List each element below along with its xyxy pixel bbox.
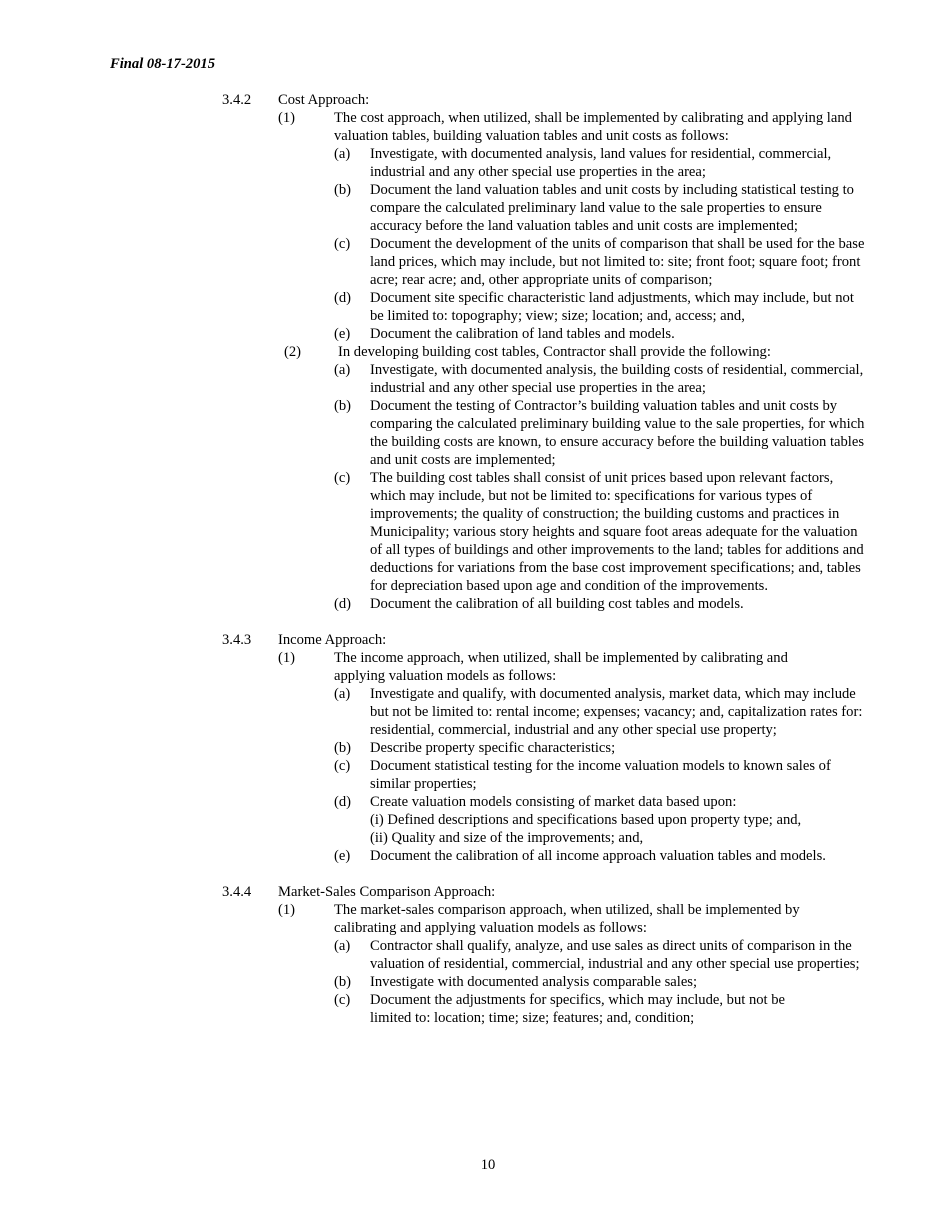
- item-label: (c): [334, 758, 351, 774]
- paragraph: [0, 649, 950, 685]
- item-text: The building cost tables shall consist of unit prices based upon relevant factors, which may include, but not be limited to: specifications for various types of improvements; the quality of construction; the building customs and practices in Municipality; various story heights and square foot areas adequate for the valuation of all types of buildings and other improvements to the land; tables for additions and deductions for variations from the base cost improvement specifications; and, tables for depreciation based upon age and condition of the improvements.: [370, 470, 864, 594]
- item-text: Document statistical testing for the income valuation models to known sales of similar properties;: [370, 758, 831, 792]
- paragraph-number: (1): [278, 650, 296, 666]
- list-item: [0, 847, 950, 865]
- item-label: (d): [334, 290, 352, 306]
- section-title: Income Approach:: [278, 632, 387, 648]
- draft-date-stamp: Final 08-17-2015: [110, 56, 215, 72]
- list-item: [0, 973, 950, 991]
- spacer: [0, 865, 950, 883]
- item-text: Document site specific characteristic land adjustments, which may include, but not be limited to: topography; view; size; location; and, access; and,: [370, 290, 854, 324]
- item-text: Contractor shall qualify, analyze, and use sales as direct units of comparison in the valuation of residential, commercial, industrial and any other special use properties;: [370, 938, 860, 972]
- item-text: Document the calibration of all income approach valuation tables and models.: [370, 848, 826, 864]
- paragraph-number: (1): [278, 110, 296, 126]
- item-text: Investigate, with documented analysis, land values for residential, commercial, industrial and any other special use properties in the area;: [370, 146, 832, 180]
- section-title: Market-Sales Comparison Approach:: [278, 884, 496, 900]
- item-label: (a): [334, 362, 351, 378]
- item-text: Investigate with documented analysis comparable sales;: [370, 974, 698, 990]
- paragraph-text: The cost approach, when utilized, shall be implemented by calibrating and applying land valuation tables, building valuation tables and unit costs as follows:: [334, 110, 852, 144]
- document-body: [0, 91, 950, 1027]
- list-item: [0, 235, 950, 289]
- list-item: [0, 937, 950, 973]
- section-heading: [0, 631, 950, 649]
- item-text: Document the calibration of land tables and models.: [370, 326, 675, 342]
- item-text: Document the land valuation tables and unit costs by including statistical testing to compare the calculated preliminary land value to the sale properties to ensure accuracy before the land valuation tables and unit costs are implemented;: [370, 182, 854, 234]
- item-label: (d): [334, 596, 352, 612]
- list-item: [0, 991, 950, 1027]
- item-label: (b): [334, 182, 352, 198]
- paragraph: [0, 343, 950, 361]
- sub-item-text: (i) Defined descriptions and specifications based upon property type; and,: [370, 812, 802, 828]
- list-item: [0, 361, 950, 397]
- item-text: Describe property specific characteristics;: [370, 740, 616, 756]
- paragraph: [0, 109, 950, 145]
- item-label: (b): [334, 398, 352, 414]
- item-label: (d): [334, 794, 352, 810]
- list-item: [0, 145, 950, 181]
- item-label: (a): [334, 686, 351, 702]
- list-item: [0, 793, 950, 847]
- list-item: [0, 685, 950, 739]
- section-market-sales-comparison: [0, 883, 950, 1027]
- item-text: Investigate and qualify, with documented analysis, market data, which may include but not be limited to: rental income; expenses; vacancy; and, capitalization rates for: residential, commercial, industrial and any other special use property;: [370, 686, 863, 738]
- paragraph-text: The market-sales comparison approach, when utilized, shall be implemented by calibrating and applying valuation models as follows:: [334, 902, 800, 936]
- spacer: [0, 613, 950, 631]
- item-label: (b): [334, 974, 352, 990]
- section-income-approach: [0, 631, 950, 865]
- item-label: (e): [334, 326, 351, 342]
- list-item: [0, 289, 950, 325]
- item-label: (c): [334, 992, 351, 1008]
- item-text: Document the adjustments for specifics, which may include, but not be limited to: location; time; size; features; and, condition;: [370, 992, 786, 1026]
- paragraph-text: The income approach, when utilized, shall be implemented by calibrating and applying valuation models as follows:: [334, 650, 788, 684]
- section-number: 3.4.4: [222, 884, 252, 900]
- paragraph: [0, 901, 950, 937]
- item-label: (c): [334, 236, 351, 252]
- section-cost-approach: [0, 91, 950, 613]
- item-text: Document the testing of Contractor’s building valuation tables and unit costs by comparing the calculated preliminary building value to the sale properties, for which the building costs are known, to ensure accuracy before the building valuation tables and unit costs are implemented;: [370, 398, 865, 468]
- item-text: Document the development of the units of comparison that shall be used for the base land prices, which may include, but not limited to: site; front foot; square foot; front acre; rear acre; and, other appropriate units of comparison;: [370, 236, 865, 288]
- list-item: [0, 757, 950, 793]
- paragraph-number: (1): [278, 902, 296, 918]
- item-label: (a): [334, 146, 351, 162]
- section-title: Cost Approach:: [278, 92, 370, 108]
- sub-item-text: (ii) Quality and size of the improvements; and,: [370, 830, 644, 846]
- list-item: [0, 325, 950, 343]
- section-number: 3.4.2: [222, 92, 252, 108]
- item-label: (e): [334, 848, 351, 864]
- list-item: [0, 397, 950, 469]
- item-text: Investigate, with documented analysis, the building costs of residential, commercial, industrial and any other special use properties in the area;: [370, 362, 864, 396]
- paragraph-text: In developing building cost tables, Contractor shall provide the following:: [338, 344, 771, 360]
- item-label: (b): [334, 740, 352, 756]
- item-text: Document the calibration of all building cost tables and models.: [370, 596, 744, 612]
- item-label: (c): [334, 470, 351, 486]
- list-item: [0, 469, 950, 595]
- list-item: [0, 181, 950, 235]
- item-text: Create valuation models consisting of market data based upon:: [370, 794, 737, 810]
- section-number: 3.4.3: [222, 632, 252, 648]
- section-heading: [0, 91, 950, 109]
- section-heading: [0, 883, 950, 901]
- page-number: 10: [480, 1157, 496, 1173]
- paragraph-number: (2): [284, 344, 302, 360]
- item-label: (a): [334, 938, 351, 954]
- list-item: [0, 739, 950, 757]
- list-item: [0, 595, 950, 613]
